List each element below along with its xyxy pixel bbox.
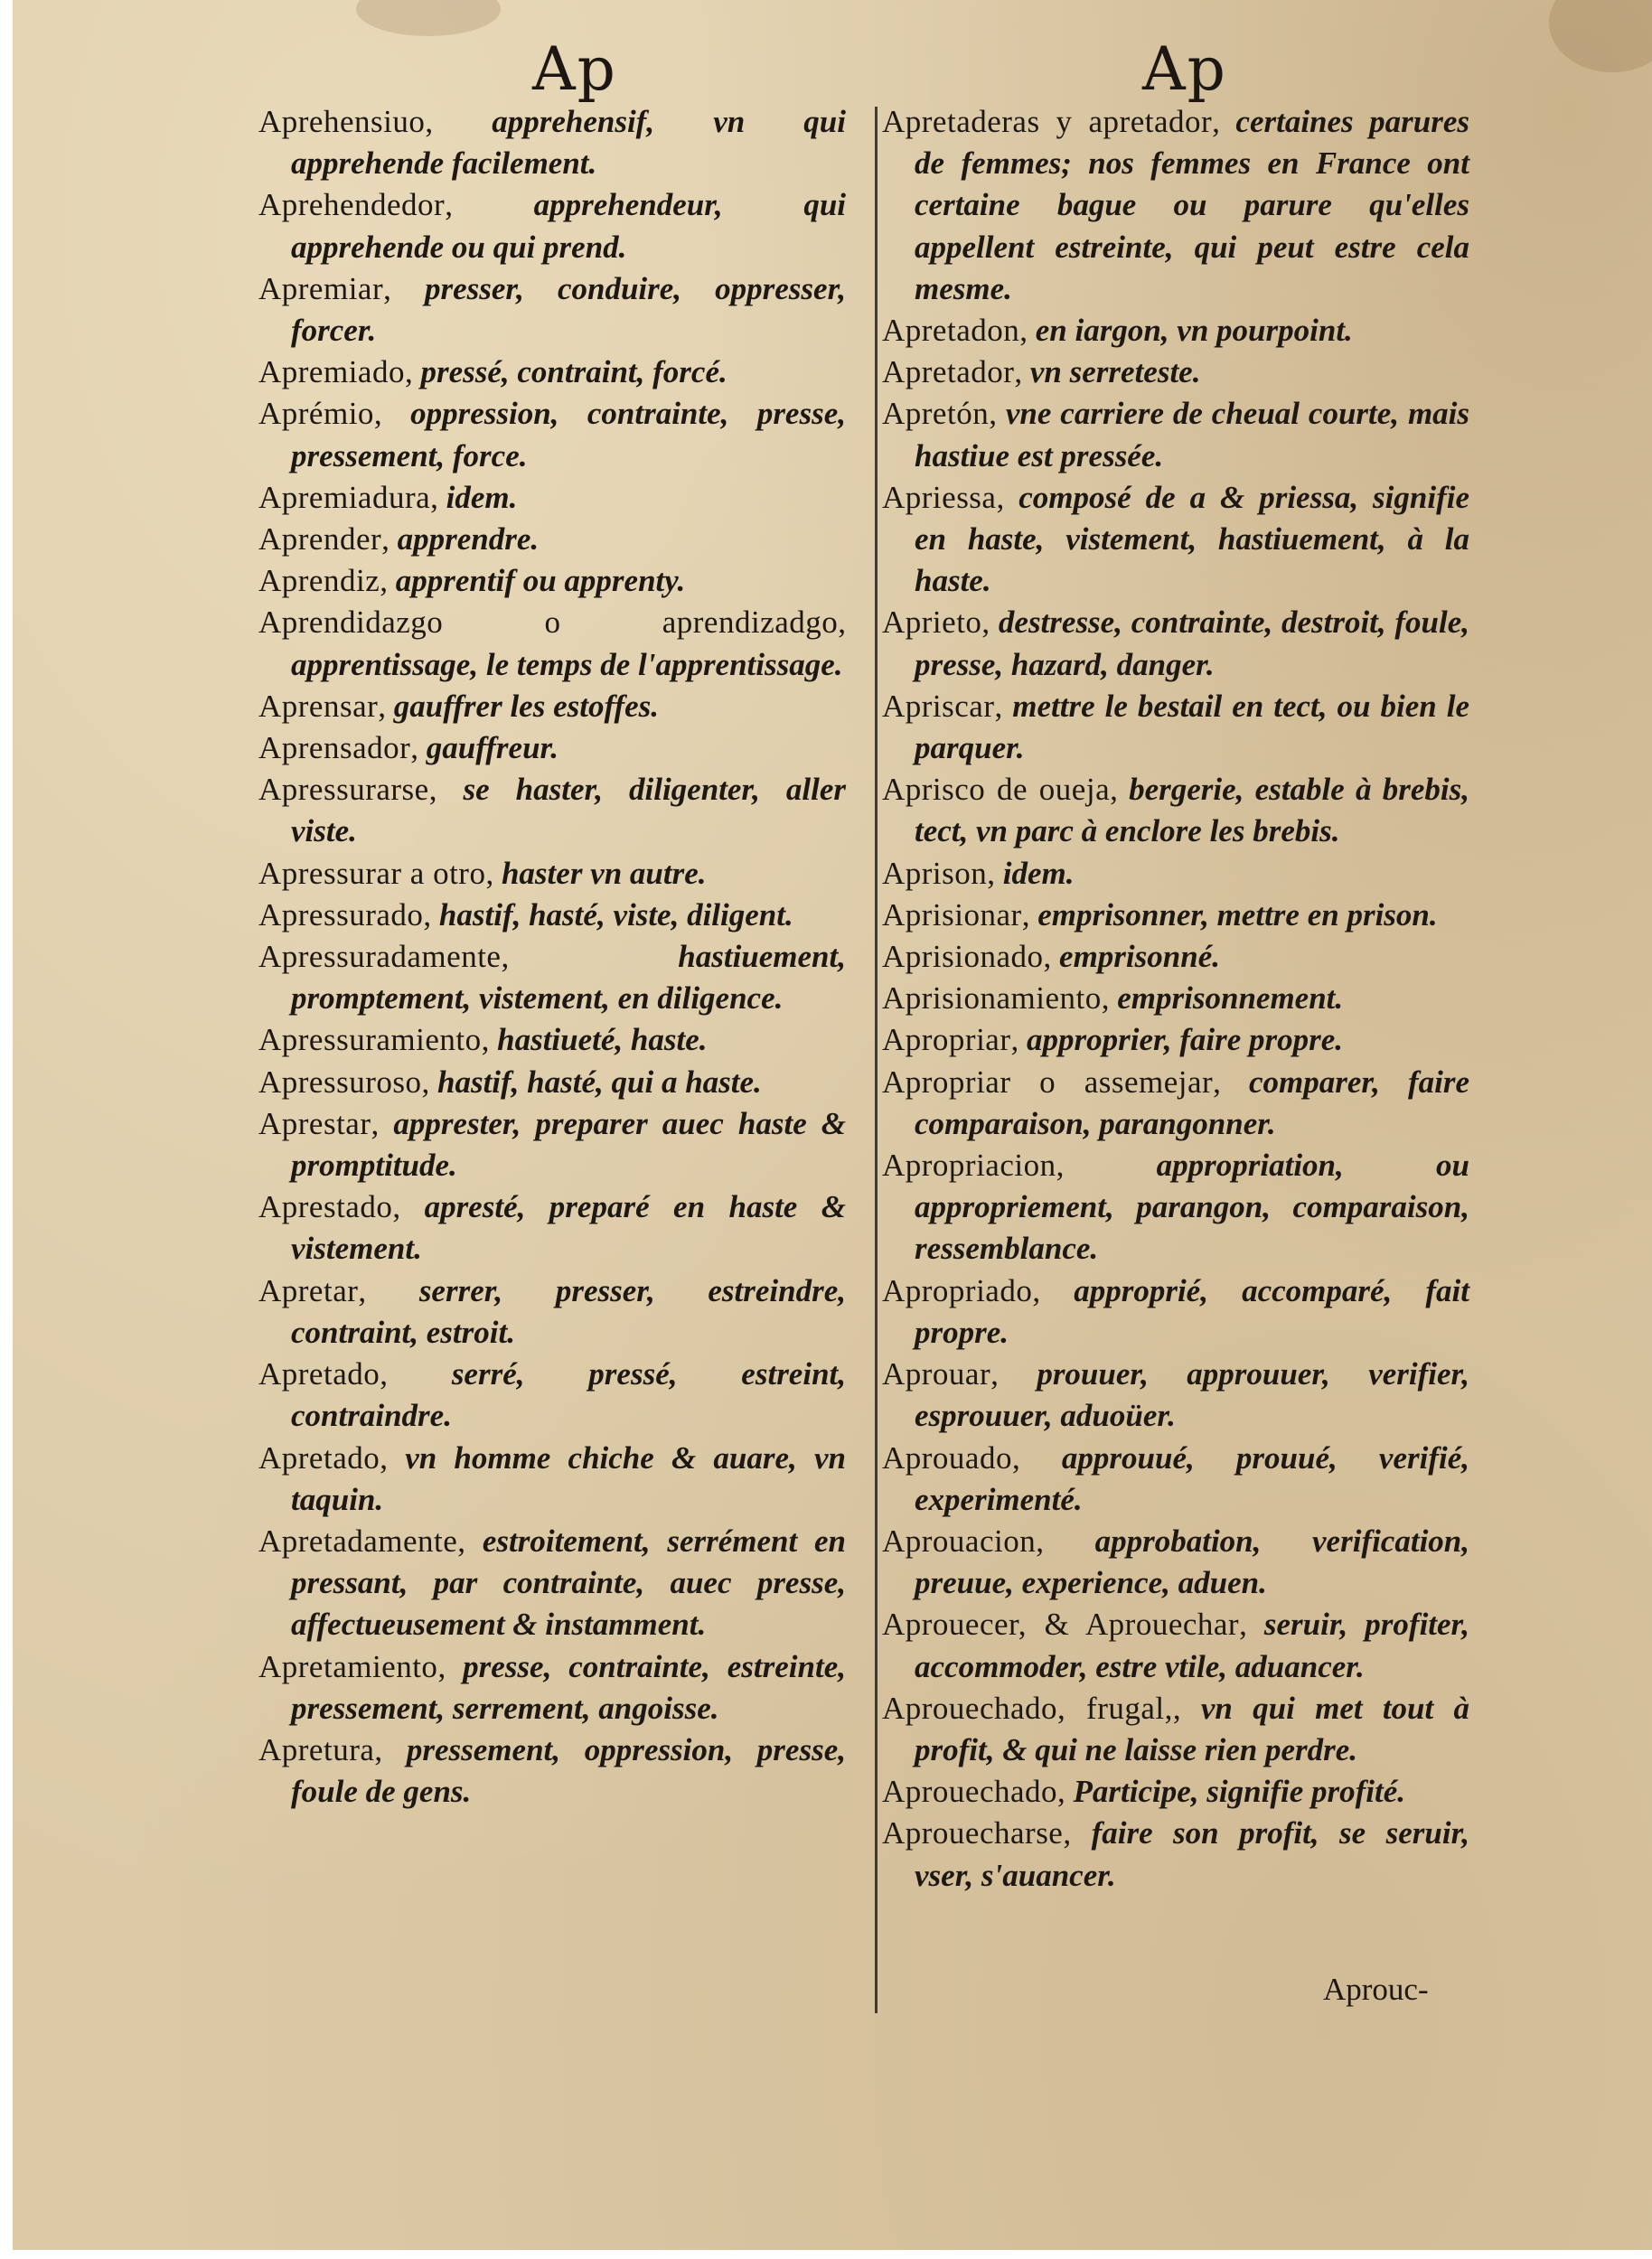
separator: , <box>383 270 425 306</box>
dictionary-entry <box>882 769 1469 852</box>
headword: Apropriacion <box>882 1148 1056 1184</box>
separator: , <box>481 1022 498 1058</box>
headword: Apriessa <box>882 479 997 515</box>
dictionary-entry <box>882 1604 1469 1687</box>
dictionary-entry <box>258 1062 846 1103</box>
separator: , <box>987 855 1003 891</box>
dictionary-entry <box>882 393 1469 476</box>
headword: Aprensar <box>258 688 379 724</box>
headword: Aprisionado <box>882 939 1044 975</box>
dictionary-entry <box>258 686 846 727</box>
left-column <box>258 101 846 1813</box>
definition: haster vn autre. <box>501 855 707 891</box>
headword: Aprison <box>882 855 988 891</box>
definition: gauffreur. <box>426 730 558 766</box>
headword: Apressurado <box>258 896 424 933</box>
definition: presser, conduire, oppresser, forcer. <box>291 270 847 349</box>
definition: apprehendeur, qui apprehende ou qui prend. <box>291 187 847 265</box>
definition: pressement, oppression, presse, foule de gens. <box>291 1731 846 1810</box>
dictionary-entry <box>258 1103 846 1186</box>
headword: Apressurarse <box>258 772 429 808</box>
separator: , <box>1056 1148 1157 1184</box>
dictionary-entry <box>258 936 846 1019</box>
headword: Apretador <box>882 354 1015 390</box>
dictionary-entry <box>882 936 1469 978</box>
separator: , <box>1043 939 1060 975</box>
dictionary-entry <box>258 602 846 685</box>
separator: , <box>1213 1064 1250 1100</box>
definition: serré, pressé, estreint, contraindre. <box>291 1356 847 1434</box>
headword: Aprouecer, & Aprouechar <box>882 1607 1240 1643</box>
book-page <box>13 0 1652 2250</box>
definition: Participe, signifie profité. <box>1073 1774 1405 1810</box>
headword: Aprémio <box>258 396 374 432</box>
dictionary-entry <box>882 1813 1469 1896</box>
separator: , <box>437 1648 464 1684</box>
headword: Aprehensiuo <box>258 104 426 139</box>
dictionary-entry <box>882 895 1469 936</box>
separator: , <box>1021 896 1038 933</box>
definition: emprisonné. <box>1059 939 1220 975</box>
headword: Apretaderas y apretador <box>882 104 1213 139</box>
definition: serrer, presser, estreindre, contraint, estroit. <box>291 1272 847 1350</box>
separator: , <box>378 688 394 724</box>
definition: vn qui met tout à profit, & qui ne laisse rien perdre. <box>915 1690 1470 1767</box>
separator: , <box>1239 1607 1264 1643</box>
separator: , <box>485 855 502 891</box>
definition: certaines parures de femmes; nos femmes en France ont certaine bague ou parure qu'elles appellent estreinte, qui peut estre cela mesme. <box>915 104 1470 306</box>
running-header-left: Ap <box>532 34 617 104</box>
separator: , <box>996 479 1019 515</box>
definition: idem. <box>446 479 518 515</box>
separator: , <box>1011 1439 1062 1476</box>
definition: idem. <box>1002 855 1075 891</box>
separator: , <box>1101 980 1118 1017</box>
separator: , <box>1010 1022 1028 1058</box>
headword: Apriscar <box>882 688 995 724</box>
separator: , <box>457 1523 483 1559</box>
dictionary-entry <box>258 560 846 602</box>
dictionary-entry <box>258 1019 846 1061</box>
headword: Apressuradamente <box>258 939 502 975</box>
dictionary-entry <box>258 895 846 936</box>
headword: Apretado <box>258 1356 380 1392</box>
dictionary-entry <box>882 978 1469 1019</box>
definition: apprehensif, vn qui apprehende facilement. <box>291 104 846 182</box>
definition: hastiueté, haste. <box>497 1022 708 1058</box>
definition: approuué, prouué, verifié, experimenté. <box>915 1439 1470 1517</box>
dictionary-entry <box>882 853 1469 895</box>
dictionary-entry <box>882 1019 1469 1061</box>
definition: apprentissage, le temps de l'apprentissage. <box>291 646 843 682</box>
dictionary-entry <box>258 1521 846 1646</box>
definition: vn homme chiche & auare, vn taquin. <box>291 1439 846 1517</box>
dictionary-entry <box>882 1521 1469 1604</box>
definition: pressé, contraint, forcé. <box>420 354 727 390</box>
headword: Apretar <box>258 1272 359 1308</box>
headword: Aprouechado <box>882 1774 1058 1810</box>
dictionary-entry <box>882 101 1469 310</box>
headword: Aprestar <box>258 1105 371 1141</box>
headword: Aprisco de oueja <box>882 772 1111 808</box>
stain-top <box>356 0 501 36</box>
definition: approprier, faire propre. <box>1027 1022 1344 1058</box>
headword: Aprendidazgo o aprendizadgo <box>258 605 839 641</box>
dictionary-entry <box>258 727 846 769</box>
definition: prouuer, approuuer, verifier, esprouuer, aduoüer. <box>915 1356 1469 1434</box>
dictionary-entry <box>882 602 1469 685</box>
separator: , <box>501 939 679 975</box>
dictionary-entry <box>258 393 846 476</box>
separator: , <box>371 1105 394 1141</box>
separator: , <box>994 688 1013 724</box>
headword: Apretamiento <box>258 1648 438 1684</box>
separator: , <box>430 479 446 515</box>
dictionary-entry <box>882 310 1469 352</box>
right-column <box>882 101 1469 1897</box>
dictionary-entry <box>882 1688 1469 1771</box>
stain-corner <box>1549 0 1652 72</box>
headword: Aprensador <box>258 730 411 766</box>
separator: , <box>838 605 846 641</box>
separator: , <box>1110 772 1130 808</box>
headword: Apremiadura <box>258 479 431 515</box>
definition: emprisonnement. <box>1117 980 1344 1017</box>
separator: , <box>1032 1272 1075 1308</box>
headword: Aprender <box>258 521 382 558</box>
dictionary-entry <box>882 1771 1469 1813</box>
definition: en iargon, vn pourpoint. <box>1035 313 1353 349</box>
definition: bergerie, estable à brebis, tect, vn parc à enclore les brebis. <box>915 772 1469 849</box>
separator: , <box>373 396 411 432</box>
separator: , <box>1036 1523 1095 1559</box>
headword: Aprouecharse <box>882 1815 1064 1851</box>
headword: Apressurar a otro <box>258 855 486 891</box>
headword: Apretón <box>882 396 990 432</box>
headword: Aprouacion <box>882 1523 1037 1559</box>
headword: Aprisionamiento <box>882 980 1102 1017</box>
definition: hastif, hasté, qui a haste. <box>436 1064 762 1100</box>
headword: Aprouechado, frugal, <box>882 1690 1173 1726</box>
column-rule <box>875 107 878 2013</box>
definition: apprendre. <box>397 521 540 558</box>
separator: , <box>990 1356 1037 1392</box>
definition: presse, contrainte, estreinte, pressement, serrement, angoisse. <box>291 1648 846 1726</box>
definition: gauffrer les estoffes. <box>393 688 660 724</box>
dictionary-entry <box>882 1438 1469 1521</box>
separator: , <box>425 104 493 139</box>
separator: , <box>428 772 464 808</box>
definition: se haster, diligenter, aller viste. <box>291 772 846 849</box>
definition: mettre le bestail en tect, ou bien le parquer. <box>915 688 1470 766</box>
definition: hastif, hasté, viste, diligent. <box>438 896 793 933</box>
dictionary-entry <box>258 1438 846 1521</box>
definition: approprié, accomparé, fait propre. <box>915 1272 1469 1350</box>
headword: Apretadamente <box>258 1523 458 1559</box>
dictionary-entry <box>258 519 846 560</box>
dictionary-entry <box>882 1354 1469 1437</box>
dictionary-entry <box>258 1729 846 1813</box>
headword: Apremiado <box>258 354 405 390</box>
separator: , <box>374 1731 407 1767</box>
separator: , <box>1014 354 1030 390</box>
separator: , <box>423 896 439 933</box>
headword: Apressuramiento <box>258 1022 482 1058</box>
definition: estroitement, serrément en pressant, par contrainte, auec presse, affectueusement & instamment. <box>291 1523 847 1643</box>
catchword: Aprouc- <box>1323 1972 1429 2007</box>
dictionary-entry <box>258 184 846 267</box>
definition: emprisonner, mettre en prison. <box>1037 896 1438 933</box>
dictionary-entry <box>258 1186 846 1270</box>
dictionary-entry <box>258 268 846 352</box>
headword: Aprouado <box>882 1439 1012 1476</box>
separator: , <box>989 396 1006 432</box>
separator: , <box>380 1356 452 1392</box>
definition: vne carriere de cheual courte, mais hastiue est pressée. <box>915 396 1470 473</box>
dictionary-entry <box>258 101 846 184</box>
headword: Apropriar o assemejar <box>882 1064 1214 1100</box>
headword: Aprendiz <box>258 563 380 599</box>
headword: Apremiar <box>258 270 384 306</box>
separator: , <box>1063 1815 1092 1851</box>
definition: apprentif ou apprenty. <box>395 563 686 599</box>
separator: , <box>1172 1690 1201 1726</box>
definition: composé de a & priessa, signifie en haste, vistement, hastiuement, à la haste. <box>915 479 1469 599</box>
separator: , <box>392 1189 425 1225</box>
dictionary-entry <box>258 769 846 852</box>
dictionary-entry <box>258 1354 846 1437</box>
separator: , <box>410 730 427 766</box>
headword: Aprouar <box>882 1356 991 1392</box>
separator: , <box>421 1064 437 1100</box>
headword: Apretadon <box>882 313 1020 349</box>
definition: comparer, faire comparaison, parangonner. <box>915 1064 1469 1141</box>
dictionary-entry <box>258 477 846 519</box>
definition: oppression, contrainte, presse, pressement, force. <box>291 396 846 473</box>
headword: Aprieto <box>882 605 982 641</box>
headword: Apretado <box>258 1439 380 1476</box>
definition: vn serreteste. <box>1029 354 1201 390</box>
dictionary-entry <box>882 1145 1469 1270</box>
headword: Apretura <box>258 1731 375 1767</box>
definition: approbation, verification, preuue, experience, aduen. <box>915 1523 1470 1601</box>
definition: hastiuement, promptement, vistement, en diligence. <box>291 939 846 1017</box>
headword: Apropriar <box>882 1022 1011 1058</box>
headword: Aprestado <box>258 1189 393 1225</box>
definition: destresse, contrainte, destroit, foule, presse, hazard, danger. <box>915 605 1470 682</box>
separator: , <box>1019 313 1036 349</box>
definition: apresté, preparé en haste & vistement. <box>291 1189 847 1267</box>
dictionary-entry <box>258 352 846 393</box>
definition: faire son profit, se seruir, vser, s'auancer. <box>915 1815 1470 1893</box>
headword: Aprisionar <box>882 896 1022 933</box>
separator: , <box>358 1272 419 1308</box>
dictionary-entry <box>258 853 846 895</box>
dictionary-entry <box>258 1270 846 1354</box>
dictionary-entry <box>882 1062 1469 1145</box>
separator: , <box>981 605 999 641</box>
separator: , <box>1212 104 1236 139</box>
dictionary-entry <box>882 686 1469 769</box>
headword: Aprehendedor <box>258 187 446 223</box>
headword: Apropriado <box>882 1272 1033 1308</box>
separator: , <box>380 563 396 599</box>
definition: apprester, preparer auec haste & promptitude. <box>291 1105 846 1184</box>
dictionary-entry <box>882 352 1469 393</box>
headword: Apressuroso <box>258 1064 422 1100</box>
running-header-right: Ap <box>1142 34 1227 104</box>
dictionary-entry <box>258 1646 846 1729</box>
definition: seruir, profiter, accommoder, estre vtile, aduancer. <box>915 1607 1469 1684</box>
separator: , <box>445 187 534 223</box>
separator: , <box>381 521 398 558</box>
separator: , <box>380 1439 406 1476</box>
dictionary-entry <box>882 1270 1469 1354</box>
separator: , <box>1057 1774 1074 1810</box>
dictionary-entry <box>882 477 1469 603</box>
definition: appropriation, ou appropriement, parangon, comparaison, ressemblance. <box>915 1148 1469 1267</box>
separator: , <box>404 354 421 390</box>
